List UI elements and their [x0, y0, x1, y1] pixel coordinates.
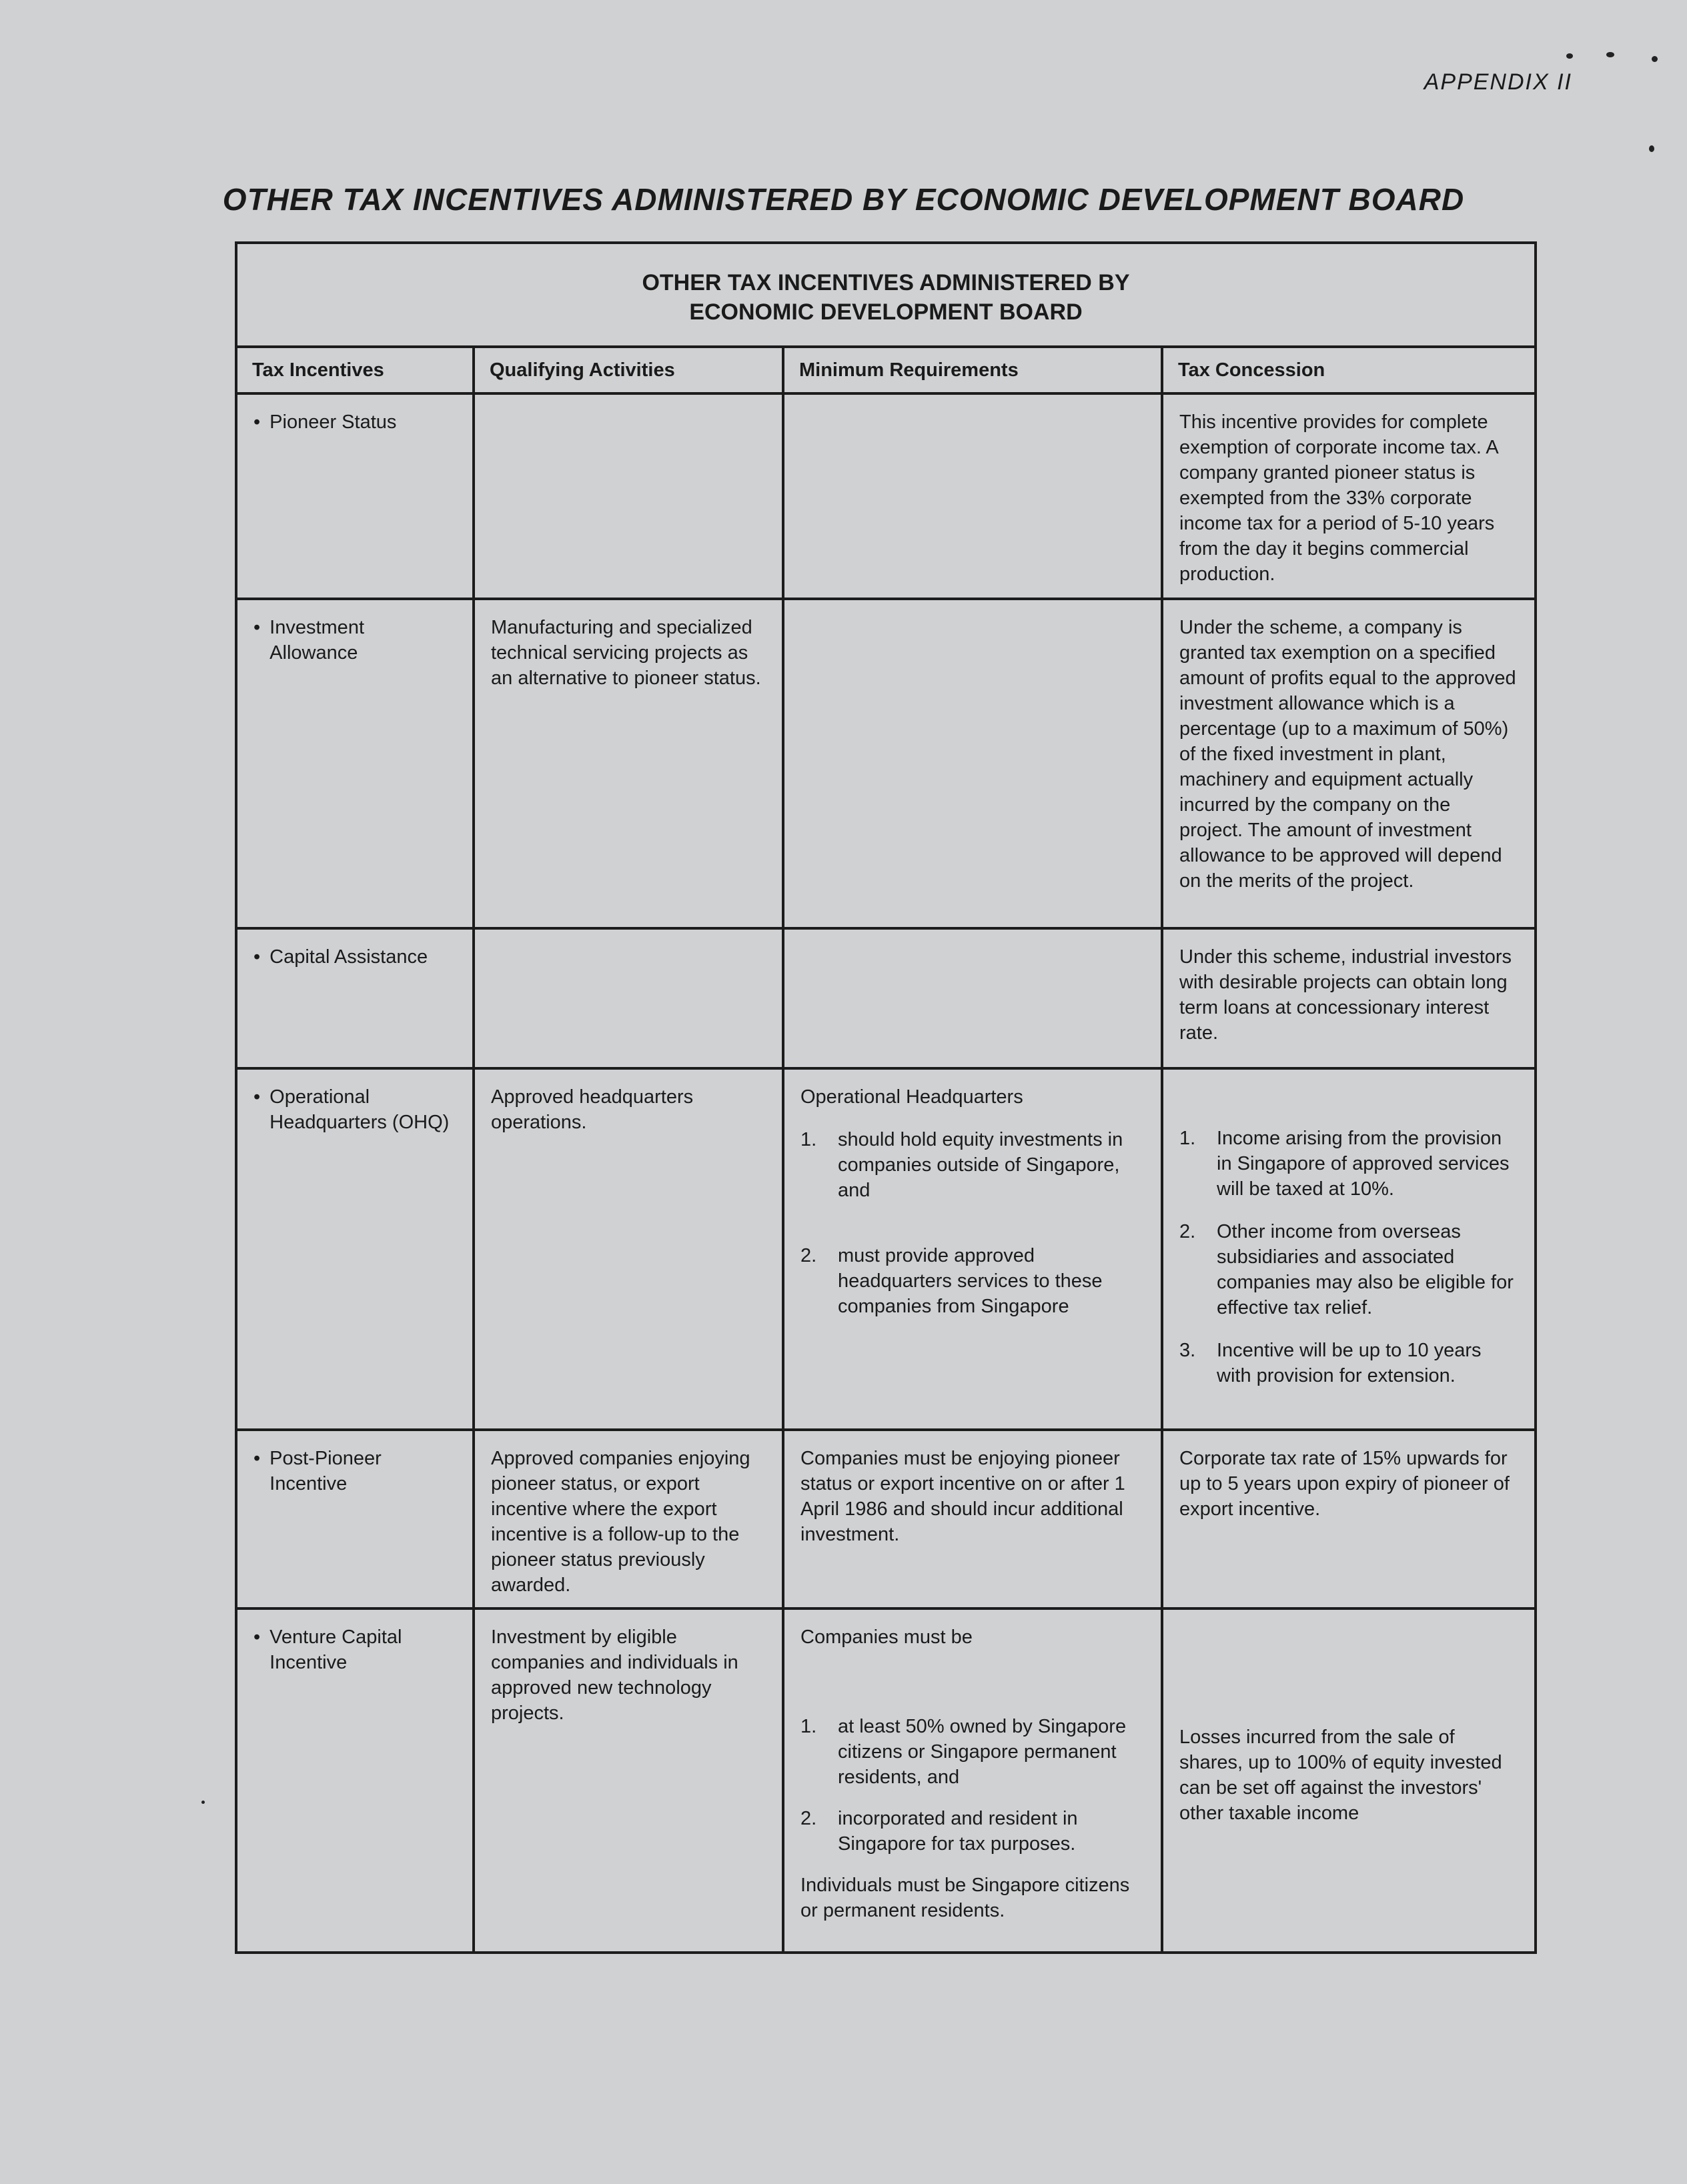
- incentive-name: Investment Allowance: [269, 617, 364, 664]
- minimum-cell: [783, 599, 1162, 928]
- table-banner: [236, 243, 1536, 347]
- list-item: [800, 1714, 1145, 1790]
- incentive-cell: [236, 599, 474, 928]
- minimum-cell: [783, 1608, 1162, 1953]
- bullet-icon: •: [253, 617, 261, 638]
- qualifying-cell: Investment by eligible companies and individuals in approved new technology projects.: [474, 1608, 783, 1953]
- scan-speck: [1566, 53, 1573, 59]
- incentives-table: [235, 241, 1537, 1954]
- bullet-icon: •: [253, 1448, 261, 1469]
- banner-line-1: OTHER TAX INCENTIVES ADMINISTERED BY: [642, 270, 1130, 295]
- minimum-footer: Individuals must be Singapore citizens or permanent residents.: [800, 1875, 1130, 1921]
- concession-cell: [1162, 1608, 1536, 1953]
- list-item: [800, 1243, 1145, 1319]
- incentive-cell: [236, 928, 474, 1068]
- minimum-heading: Companies must be: [800, 1626, 973, 1648]
- qualifying-cell: Approved companies enjoying pioneer status, or export incentive where the export incentive is a follow-up to the pioneer status previously awarded.: [474, 1430, 783, 1608]
- incentive-cell: [236, 1430, 474, 1608]
- minimum-heading: Operational Headquarters: [800, 1086, 1023, 1108]
- incentive-name: Capital Assistance: [269, 946, 428, 968]
- item-text: should hold equity investments in companies outside of Singapore, and: [838, 1129, 1123, 1201]
- incentive-name: Pioneer Status: [269, 411, 397, 433]
- concession-cell: This incentive provides for complete exemption of corporate income tax. A company granted pioneer status is exempted from the 33% corporate income tax for a period of 5-10 years from the day it begins commercial production.: [1162, 393, 1536, 599]
- minimum-cell: [783, 1068, 1162, 1430]
- col-header-qualifying-activities: Qualifying Activities: [474, 347, 783, 393]
- table-row: [236, 1608, 1536, 1953]
- table-row: [236, 599, 1536, 928]
- item-number: 1.: [800, 1716, 817, 1737]
- scan-speck: [1606, 52, 1614, 57]
- list-item: [1179, 1126, 1518, 1202]
- incentive-name: Operational Headquarters (OHQ): [269, 1086, 450, 1133]
- bullet-icon: •: [253, 1086, 261, 1108]
- item-text: Income arising from the provision in Singapore of approved services will be taxed at 10%.: [1217, 1128, 1510, 1200]
- item-text: Other income from overseas subsidiaries and associated companies may also be eligible for effective tax relief.: [1217, 1221, 1514, 1318]
- concession-cell: [1162, 1068, 1536, 1430]
- list-item: [1179, 1219, 1518, 1320]
- banner-line-2: ECONOMIC DEVELOPMENT BOARD: [689, 299, 1083, 325]
- incentive-name: Venture Capital Incentive: [269, 1626, 402, 1673]
- item-number: 1.: [1179, 1128, 1196, 1149]
- table-row: [236, 1430, 1536, 1608]
- appendix-label: APPENDIX II: [1424, 69, 1572, 95]
- qualifying-cell: Manufacturing and specialized technical servicing projects as an alternative to pioneer status.: [474, 599, 783, 928]
- minimum-cell: [783, 928, 1162, 1068]
- concession-cell: Under the scheme, a company is granted tax exemption on a specified amount of profits equal to the approved investment allowance which is a percentage (up to a maximum of 50%) of the fixed investment in plant, machinery and equipment actually incurred by the company on the project. The amount of investment allowance to be approved will depend on the merits of the project.: [1162, 599, 1536, 928]
- table-row: [236, 1068, 1536, 1430]
- list-item: [800, 1127, 1145, 1203]
- item-text: incorporated and resident in Singapore for tax purposes.: [838, 1808, 1078, 1855]
- scan-speck: [1649, 145, 1654, 152]
- item-text: must provide approved headquarters services to these companies from Singapore: [838, 1245, 1103, 1317]
- qualifying-cell: [474, 393, 783, 599]
- col-header-minimum-requirements: Minimum Requirements: [783, 347, 1162, 393]
- header-row: [236, 347, 1536, 393]
- concession-text: Losses incurred from the sale of shares, up to 100% of equity invested can be set off against the investors' other taxable income: [1179, 1727, 1502, 1824]
- item-number: 2.: [1179, 1221, 1196, 1242]
- incentive-cell: [236, 1608, 474, 1953]
- list-item: [1179, 1338, 1518, 1388]
- col-header-tax-incentives: Tax Incentives: [236, 347, 474, 393]
- concession-cell: Under this scheme, industrial investors with desirable projects can obtain long term loans at concessionary interest rate.: [1162, 928, 1536, 1068]
- scan-speck: [201, 1801, 205, 1804]
- incentive-cell: [236, 1068, 474, 1430]
- table-row: [236, 928, 1536, 1068]
- bullet-icon: •: [253, 946, 261, 968]
- item-text: Incentive will be up to 10 years with provision for extension.: [1217, 1340, 1482, 1386]
- bullet-icon: •: [253, 1626, 261, 1648]
- col-header-tax-concession: Tax Concession: [1162, 347, 1536, 393]
- banner-row: [236, 243, 1536, 347]
- item-number: 2.: [800, 1245, 817, 1266]
- item-number: 3.: [1179, 1340, 1196, 1361]
- page-title: OTHER TAX INCENTIVES ADMINISTERED BY ECONOMIC DEVELOPMENT BOARD: [222, 182, 1465, 217]
- concession-cell: Corporate tax rate of 15% upwards for up to 5 years upon expiry of pioneer of export incentive.: [1162, 1430, 1536, 1608]
- item-text: at least 50% owned by Singapore citizens or Singapore permanent residents, and: [838, 1716, 1127, 1788]
- item-number: 2.: [800, 1808, 817, 1829]
- list-item: [800, 1806, 1145, 1857]
- bullet-icon: •: [253, 411, 261, 433]
- incentive-cell: [236, 393, 474, 599]
- table-row: [236, 393, 1536, 599]
- scan-speck: [1652, 56, 1658, 62]
- minimum-cell: Companies must be enjoying pioneer status or export incentive on or after 1 April 1986 and should incur additional investment.: [783, 1430, 1162, 1608]
- incentive-name: Post-Pioneer Incentive: [269, 1448, 382, 1494]
- qualifying-cell: [474, 928, 783, 1068]
- item-number: 1.: [800, 1129, 817, 1150]
- qualifying-cell: Approved headquarters operations.: [474, 1068, 783, 1430]
- minimum-cell: [783, 393, 1162, 599]
